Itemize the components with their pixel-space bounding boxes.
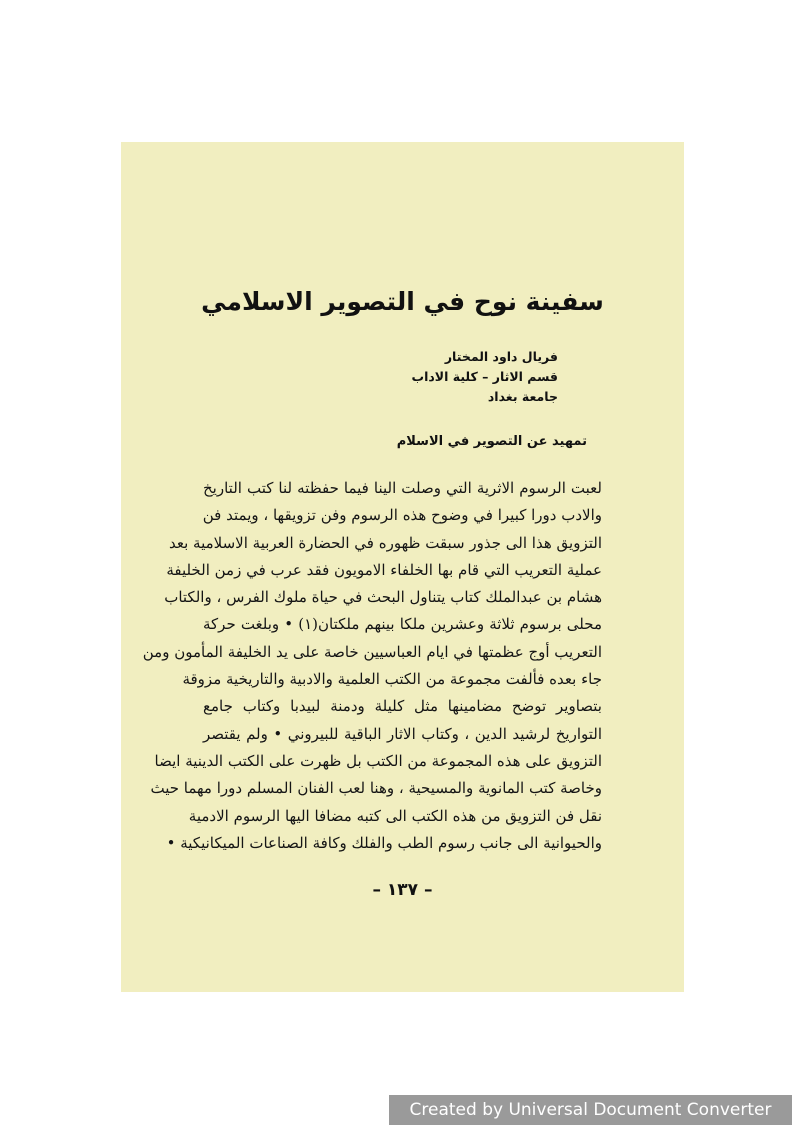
body-line: جاء بعده فألفت مجموعة من الكتب العلمية والادبية والتاريخية مزوقة [182, 670, 602, 689]
section-heading: تمهيد عن التصوير في الاسلام [396, 434, 587, 449]
author-department: قسم الاثار – كلية الاداب [411, 369, 558, 384]
body-line: بتصاوير توضح مضامينها مثل كليلة ودمنة لبيدبا وكتاب جامع [203, 697, 602, 716]
body-line: وخاصة كتب المانوية والمسيحية ، وهنا لعب الفنان المسلم دورا مهما حيث [150, 779, 602, 798]
body-line: التزويق هذا الى جذور سبقت ظهوره في الحضارة العربية الاسلامية بعد [169, 533, 602, 552]
body-line: محلى برسوم ثلاثة وعشرين ملكا بينهم ملكتان(١) • وبلغت حركة [203, 615, 602, 634]
body-line: نقل فن التزويق من هذه الكتب الى كتبه مضافا اليها الرسوم الادمية [188, 806, 602, 825]
article-title: سفينة نوح في التصوير الاسلامي [201, 287, 604, 316]
body-line: لعبت الرسوم الاثرية التي وصلت الينا فيما حفظته لنا كتب التاريخ [203, 479, 602, 497]
body-line: التواريخ لرشيد الدين ، وكتاب الاثار الباقية للبيروني • ولم يقتصر [203, 724, 602, 743]
body-line: عملية التعريب التي قام بها الخلفاء الامويون فقد عرب في زمن الخليفة [166, 560, 602, 579]
body-paragraph [142, 475, 602, 857]
author-block [338, 347, 558, 407]
converter-watermark: Created by Universal Document Converter [389, 1095, 792, 1125]
scanned-page [121, 142, 684, 992]
body-line: والحيوانية الى جانب رسوم الطب والفلك وكافة الصناعات الميكانيكية • [166, 833, 602, 852]
author-university: جامعة بغداد [487, 389, 558, 404]
page-number: – ١٣٧ – [372, 880, 433, 900]
author-name: فريال داود المختار [444, 349, 558, 364]
body-line: والادب دورا كبيرا في وضوح هذه الرسوم وفن تزويقها ، ويمتد فن [202, 506, 602, 525]
body-line: هشام بن عبدالملك كتاب يتناول البحث في حياة ملوك الفرس ، والكتاب [164, 588, 602, 607]
body-line: التعريب أوج عظمتها في ايام العباسيين خاصة على يد الخليفة المأمون ومن [142, 642, 602, 661]
body-line: التزويق على هذه المجموعة من الكتب بل ظهرت على الكتب الدينية ايضا [154, 751, 602, 770]
